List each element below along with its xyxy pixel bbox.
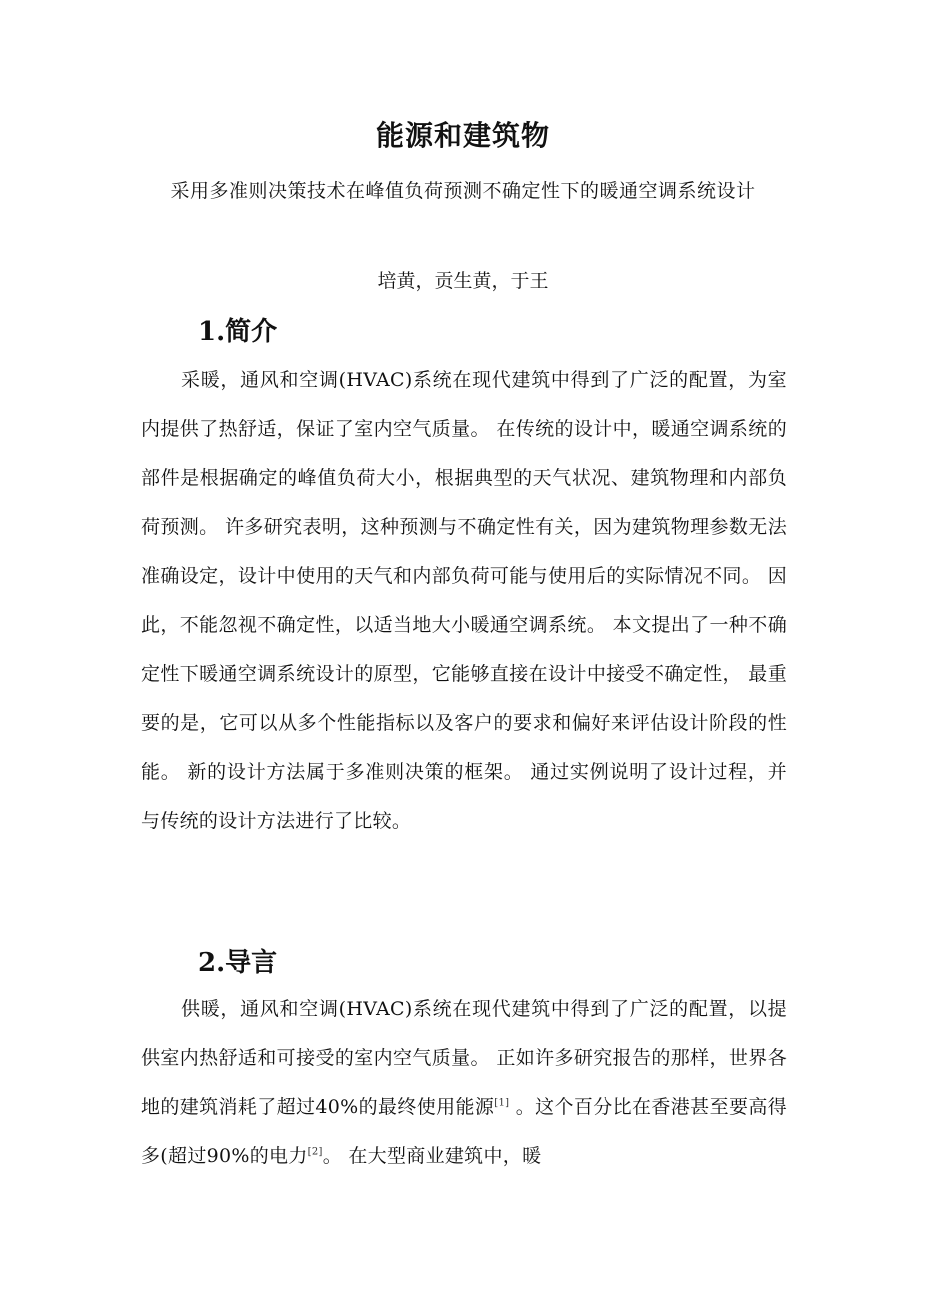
section-heading-introduction: 1.简介 xyxy=(198,317,278,347)
document-authors: 培黄，贡生黄，于王 xyxy=(377,270,549,292)
document-title: 能源和建筑物 xyxy=(375,119,550,152)
section-paragraph-preface xyxy=(141,985,787,1181)
paragraph-text-part-2: 。这个百分比在香港甚至要高得多(超过90%的电力 xyxy=(141,1096,788,1167)
paragraph-text-part-1: 供暖，通风和空调(HVAC)系统在现代建筑中得到了广泛的配置，以提供室内热舒适和可接受的室内空气质量。 正如许多研究报告的那样，世界各地的建筑消耗了超过40%的最终使用能源 xyxy=(141,998,787,1118)
citation-reference-2[interactable]: [2] xyxy=(307,1146,323,1158)
section-heading-preface: 2.导言 xyxy=(198,948,278,978)
document-subtitle: 采用多准则决策技术在峰值负荷预测不确定性下的暖通空调系统设计 xyxy=(170,180,756,202)
paragraph-text-part-3: 。 在大型商业建筑中，暖 xyxy=(322,1145,542,1167)
citation-reference-1[interactable]: [1] xyxy=(494,1097,510,1109)
section-paragraph-introduction: 采暖，通风和空调(HVAC)系统在现代建筑中得到了广泛的配置，为室内提供了热舒适，保证了室内空气质量。 在传统的设计中，暖通空调系统的部件是根据确定的峰值负荷大小，根据典型的天气状况、建筑物理和内部负荷预测。 许多研究表明，这种预测与不确定性有关，因为建筑物理参数无法准确设定，设计中使用的天气和内部负荷可能与使用后的实际情况不同。 因此，不能忽视不确定性，以适当地大小暖通空调系统。 本文提出了一种不确定性下暖通空调系统设计的原型，它能够直接在设计中接受不确定性， 最重要的是，它可以从多个性能指标以及客户的要求和偏好来评估设计阶段的性能。 新的设计方法属于多准则决策的框架。 通过实例说明了设计过程，并与传统的设计方法进行了比较。 xyxy=(141,369,787,832)
